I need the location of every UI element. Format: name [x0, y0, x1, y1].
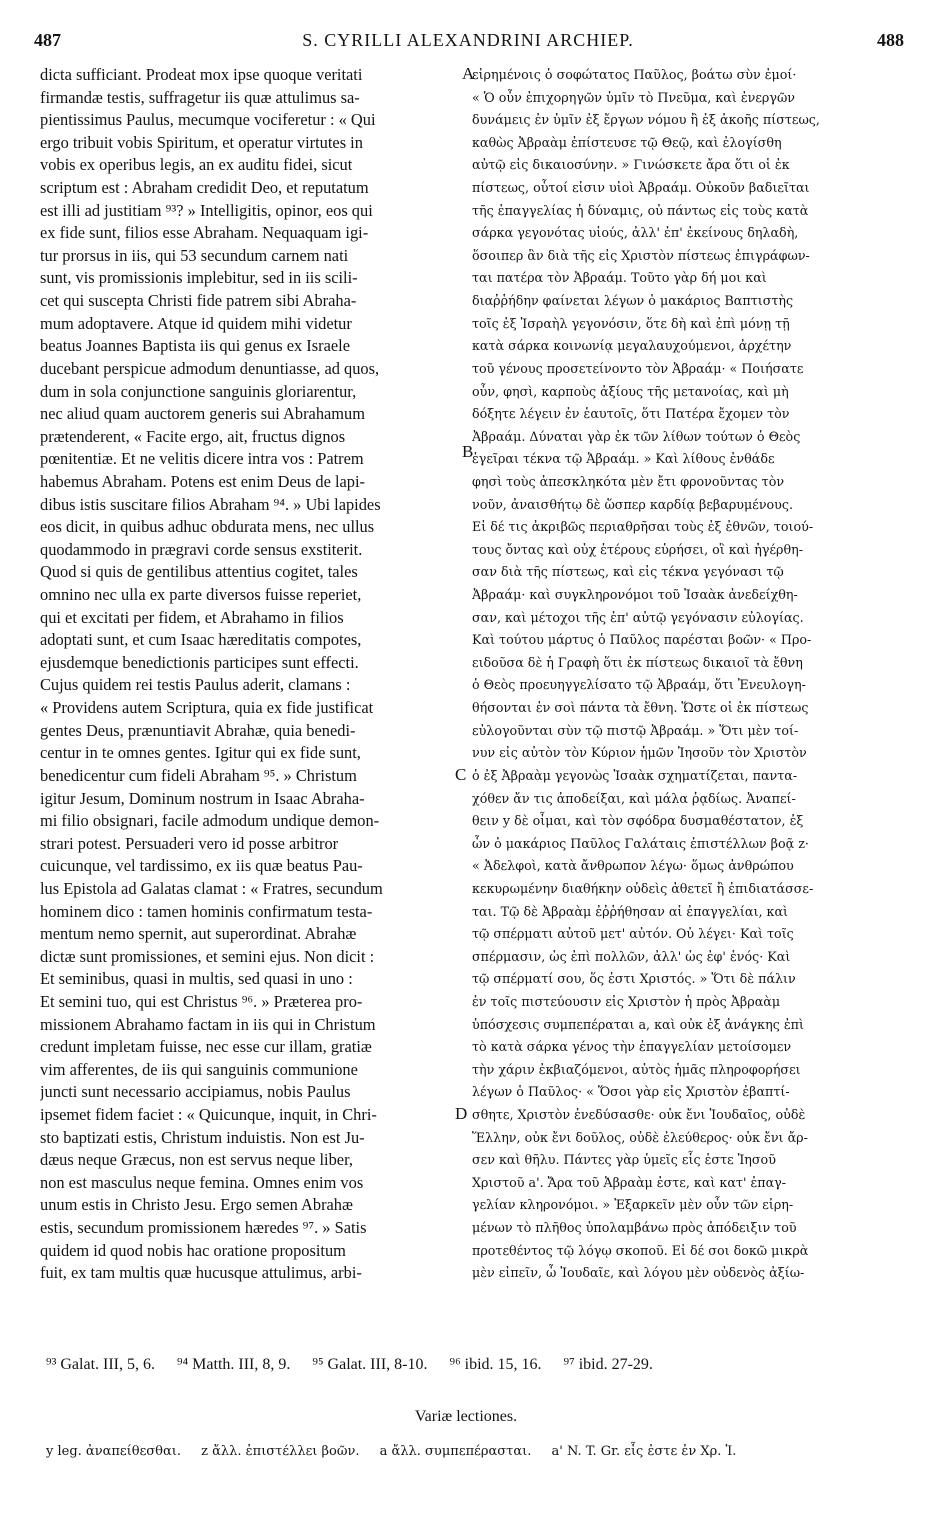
greek-text-line: θειν y δὲ οἶμαι, καὶ τὸν σφόδρα δυσμαθέστατον, ἐξ [472, 813, 804, 829]
greek-text-line: « Ἀδελφοὶ, κατὰ ἄνθρωπον λέγω· ὅμως ἀνθρώπου [472, 858, 794, 874]
margin-letter-b: B [462, 442, 474, 461]
latin-text-line: « Providens autem Scriptura, quia ex fide justificat [40, 698, 374, 718]
greek-column [472, 64, 892, 1285]
page-header [30, 30, 906, 56]
greek-text-line: γελίαν κληρονόμοι. » Ἐξαρκεῖν μὲν οὖν τῶν εἰρη- [472, 1197, 794, 1213]
greek-text-line: τὴν χάριν ἐκβιαζόμενοι, αὐτὸς ἡμᾶς πληροφορήσει [472, 1061, 801, 1077]
greek-text-line: δυνάμεις ἐν ὑμῖν ἐξ ἔργων νόμου ἢ ἐξ ἀκοῆς πίστεως, [472, 112, 820, 128]
latin-text-line: Et semini tuo, qui est Christus ⁹⁶. » Præterea pro- [40, 991, 363, 1011]
latin-column [40, 64, 460, 1285]
margin-letter-c: C [455, 765, 467, 784]
greek-text-line: ειδοῦσα δὲ ἡ Γραφὴ ὅτι ἐκ πίστεως δικαιοῖ τὰ ἔθνη [472, 654, 803, 670]
latin-text-line: dum in sola conjunctione sanguinis gloriarentur, [40, 381, 357, 401]
latin-text-line: Et seminibus, quasi in multis, sed quasi in uno : [40, 969, 353, 989]
greek-text-line: ὁ ἐξ Ἀβραὰμ γεγονὼς Ἰσαὰκ σχηματίζεται, παντα- [472, 767, 798, 783]
latin-text-line: strari potest. Persuaderi vero id posse arbitror [40, 833, 339, 853]
variant-reading: a' N. T. Gr. εἷς ἐστε ἐν Χρ. Ἰ. [551, 1444, 737, 1459]
greek-text-line: λέγων ὁ Παῦλος· « Ὅσοι γὰρ εἰς Χριστὸν ἐβαπτί- [472, 1084, 790, 1100]
variant-readings [46, 1444, 896, 1459]
greek-text-line: σάρκα γεγονότας υἱούς, ἀλλ' ἐπ' ἐκείνους δηλαδὴ, [472, 225, 799, 241]
latin-text-line: fuit, ex tam multis quæ hucusque attulimus, arbi- [40, 1263, 362, 1283]
page-number-left: 487 [34, 30, 61, 50]
variant-reading: a ἄλλ. συμπεπέρασται. [379, 1444, 532, 1459]
latin-text-line: mentum nemo spernit, aut superordinat. Abrahæ [40, 924, 357, 944]
latin-text-line: sunt, vis promissionis implebitur, sed in iis scili- [40, 268, 358, 288]
footnote: ⁹⁶ ibid. 15, 16. [449, 1356, 542, 1373]
greek-text-line: σεν καὶ θῆλυ. Πάντες γὰρ ὑμεῖς εἷς ἐστε Ἰησοῦ [472, 1152, 776, 1168]
greek-text-line: τοῖς ἐξ Ἰσραὴλ γεγονόσιν, ὅτε δὴ καὶ ἐπὶ μόνῃ τῇ [472, 315, 790, 331]
latin-text-line: omnino nec ulla ex parte diversos fuisse reperiet, [40, 585, 362, 605]
greek-text-line: διαῤῥήδην φαίνεται λέγων ὁ μακάριος Βαπτιστὴς [472, 293, 794, 309]
latin-text-line: beatus Joannes Baptista iis qui genus ex Israele [40, 336, 350, 356]
latin-text-line: ipsemet fidem faciet : « Quicunque, inquit, in Chri- [40, 1105, 377, 1125]
greek-text-line: Εἰ δέ τις ἀκριβῶς περιαθρῆσαι τοὺς ἐξ ἐθνῶν, τοιού- [472, 519, 814, 535]
latin-text-line: Cujus quidem rei testis Paulus aderit, clamans : [40, 675, 351, 695]
greek-text-line: πίστεως, οὗτοί εἰσιν υἱοὶ Ἀβραάμ. Οὐκοῦν βαδιεῖται [472, 180, 810, 196]
latin-text-line: credunt impletam fuisse, nec esse cur illam, gratiæ [40, 1037, 372, 1057]
greek-text-line: νοῦν, ἀναισθήτῳ δὲ ὥσπερ καρδίᾳ βεβαρυμένους. [472, 496, 794, 512]
latin-text-line: dictæ sunt promissiones, et semini ejus. Non dicit : [40, 946, 375, 966]
latin-text-line: missionem Abrahamo factam in iis qui in Christum [40, 1014, 376, 1034]
greek-text-line: κατὰ σάρκα κοινωνίᾳ μεγαλαυχούμενοι, ἀρχέτην [472, 338, 792, 354]
margin-letter-a: A [462, 64, 475, 83]
latin-text-line: pientissimus Paulus, mecumque vociferetur : « Qui [40, 110, 376, 130]
latin-text-line: dibus istis suscitare filios Abraham ⁹⁴. » Ubi lapides [40, 494, 381, 514]
greek-text-line: τὸ κατὰ σάρκα γένος τὴν ἐπαγγελίαν μετοίσομεν [472, 1039, 792, 1055]
greek-text-line: δόξητε λέγειν ἐν ἑαυτοῖς, ὅτι Πατέρα ἔχομεν τὸν [472, 406, 790, 422]
latin-text-line: quodammodo in prægravi corde sensus exstiterit. [40, 539, 363, 559]
latin-text-line: ducebant perspicue admodum denuntiasse, ad quos, [40, 358, 380, 378]
latin-text-line: unum estis in Christo Jesu. Ergo semen Abrahæ [40, 1195, 353, 1215]
latin-text-line: mum adoptavere. Atque id quidem mihi videtur [40, 313, 352, 333]
footnotes [46, 1356, 896, 1374]
footnote: ⁹⁵ Galat. III, 8-10. [312, 1356, 428, 1373]
greek-text-line: ἐγεῖραι τέκνα τῷ Ἀβραάμ. » Καὶ λίθους ἐνθάδε [472, 451, 775, 467]
greek-text-line: θήσονται ἐν σοὶ πάντα τὰ ἔθνη. Ὥστε οἱ ἐκ πίστεως [472, 700, 809, 716]
latin-text-line: sto baptizati estis, Christum induistis. Non est Ju- [40, 1127, 365, 1147]
running-title: S. CYRILLI ALEXANDRINI ARCHIEP. [302, 30, 634, 50]
greek-text-line: μένων τὸ πλῆθος ὑπολαμβάνω πρὸς ἀπόδειξιν τοῦ [472, 1220, 797, 1236]
greek-text-line: σαν διὰ τῆς πίστεως, καὶ εἰς τέκνα γεγόνασι τῷ [472, 564, 784, 580]
latin-text-line: prætenderent, « Facite ergo, ait, fructus dignos [40, 426, 346, 446]
greek-text-line: εἰρημένοις ὁ σοφώτατος Παῦλος, βοάτω σὺν ἐμοί· [472, 67, 797, 82]
greek-text-line: καθὼς Ἀβραὰμ ἐπίστευσε τῷ Θεῷ, καὶ ἐλογίσθη [472, 134, 782, 150]
latin-text-line: tur prorsus in iis, qui 53 secundum carnem nati [40, 245, 349, 265]
greek-text-line: νυν εἰς αὐτὸν τὸν Κύριον ἡμῶν Ἰησοῦν τὸν Χριστὸν [472, 745, 807, 761]
greek-text-line: ται. Τῷ δὲ Ἀβραὰμ ἐῤῥήθησαν αἱ ἐπαγγελίαι, καὶ [472, 903, 788, 919]
greek-text-line: ὅσοιπερ ἂν διὰ τῆς εἰς Χριστὸν πίστεως ἐπιγράφων- [472, 247, 810, 263]
greek-text-line: Ἀβραάμ· καὶ συγκληρονόμοι τοῦ Ἰσαὰκ ἀνεδείχθη- [472, 587, 798, 603]
latin-text-line: qui et excitati per fidem, et Abrahamo in filios [40, 607, 344, 627]
greek-text-line: τους ὄντας καὶ οὐχ ἑτέρους εὑρήσει, οἳ καὶ ἠγέρθη- [472, 541, 804, 557]
greek-text-line: ὑπόσχεσις συμπεπέραται a, καὶ οὐκ ἐξ ἀνάγκης ἐπὶ [472, 1016, 804, 1032]
latin-text-line: firmandæ testis, suffragetur iis quæ attulimus sa- [40, 87, 360, 107]
greek-text-line: σθητε, Χριστὸν ἐνεδύσασθε· οὐκ ἔνι Ἰουδαῖος, οὐδὲ [472, 1107, 806, 1123]
greek-text-line: φησὶ τοὺς ἀπεσκληκότα μὲν ἔτι φρονοῦντας τὸν [472, 473, 785, 489]
latin-text-line: eos dicit, in quibus adhuc obdurata mens, nec ullus [40, 517, 375, 537]
latin-text-line: dæus neque Græcus, non est servus neque liber, [40, 1150, 353, 1170]
greek-text-line: αὐτῷ εἰς δικαιοσύνην. » Γινώσκετε ἄρα ὅτι οἱ ἐκ [472, 157, 790, 173]
latin-text-line: pœnitentiæ. Et ne velitis dicere intra vos : Patrem [40, 449, 364, 469]
greek-text-line: τοῦ γένους προσετείνοντο τὸν Ἀβραάμ· « Ποιήσατε [472, 360, 804, 376]
latin-text-line: centur in te omnes gentes. Igitur qui ex fide sunt, [40, 743, 361, 763]
latin-text-line: scriptum est : Abraham credidit Deo, et reputatum [40, 178, 369, 198]
latin-text-line: Quod si quis de gentilibus attentius cogitet, tales [40, 562, 358, 582]
latin-text-line: ex fide sunt, filios esse Abraham. Nequaquam igi- [40, 223, 369, 243]
greek-text-line: χόθεν ἄν τις ἀποδείξαι, καὶ μάλα ῥᾳδίως. Ἀναπεί- [472, 790, 796, 806]
greek-text-line: τῷ σπέρματι αὐτοῦ μετ' αὐτόν. Οὐ λέγει· Καὶ τοῖς [472, 926, 794, 942]
latin-text-line: cet qui suscepta Christi fide patrem sibi Abraha- [40, 291, 357, 311]
greek-text-line: μὲν εἰπεῖν, ὦ Ἰουδαῖε, καὶ λόγου μὲν οὐδενὸς ἀξίω- [472, 1265, 805, 1281]
footnote: ⁹⁷ ibid. 27-29. [563, 1356, 653, 1373]
greek-text-line: Καὶ τούτου μάρτυς ὁ Παῦλος παρέσται βοῶν· « Προ- [472, 632, 812, 648]
latin-text-line: habemus Abraham. Potens est enim Deus de lapi- [40, 471, 366, 491]
latin-text-line: juncti sunt necessario accipiamus, nobis Paulus [40, 1082, 351, 1102]
latin-text-line: estis, secundum promissionem hæredes ⁹⁷. » Satis [40, 1218, 367, 1238]
greek-text-line: ἐν τοῖς πιστεύουσιν εἰς Χριστὸν ἡ πρὸς Ἀβραὰμ [472, 993, 781, 1009]
footnote: ⁹⁴ Matth. III, 8, 9. [177, 1356, 291, 1373]
greek-text-line: τῆς ἐπαγγελίας ἡ δύναμις, οὐ πάντως εἰς τοὺς κατὰ [472, 202, 809, 218]
latin-text-line: cuicunque, vel tardissimo, ex iis quæ beatus Pau- [40, 856, 363, 876]
latin-text-line: ejusdemque benedictionis participes sunt effecti. [40, 652, 359, 672]
variant-reading: z ἄλλ. ἐπιστέλλει βοῶν. [201, 1444, 360, 1459]
variae-lectiones-heading: Variæ lectiones. [414, 1408, 518, 1425]
greek-text-line: κεκυρωμένην διαθήκην οὐδεὶς ἀθετεῖ ἢ ἐπιδιατάσσε- [472, 880, 814, 896]
greek-text-line: ὁ Θεὸς προευηγγελίσατο τῷ Ἀβραάμ, ὅτι Ἐνευλογη- [472, 677, 806, 693]
greek-text-line: εὐλογοῦνται σὺν τῷ πιστῷ Ἀβραάμ. » Ὅτι μὲν τοί- [472, 722, 799, 738]
latin-text-line: igitur Jesum, Dominum nostrum in Isaac Abraha- [40, 788, 365, 808]
latin-text-line: benedicentur cum fideli Abraham ⁹⁵. » Christum [40, 765, 357, 785]
greek-text-line: « Ὁ οὖν ἐπιχορηγῶν ὑμῖν τὸ Πνεῦμα, καὶ ἐνεργῶν [472, 89, 796, 105]
greek-text-line: ὧν ὁ μακάριος Παῦλος Γαλάταις ἐπιστέλλων βοᾷ z· [472, 835, 809, 851]
page-number-right: 488 [877, 30, 904, 50]
greek-text-line: Χριστοῦ a'. Ἄρα τοῦ Ἀβραὰμ ἐστε, καὶ κατ' ἐπαγ- [472, 1174, 787, 1190]
latin-text-line: vobis ex operibus legis, an ex auditu fidei, sicut [40, 155, 353, 175]
footnote: ⁹³ Galat. III, 5, 6. [46, 1356, 156, 1373]
latin-text-line: vim afferentes, de iis qui sanguinis communione [40, 1059, 358, 1079]
greek-text-line: σπέρμασιν, ὡς ἐπὶ πολλῶν, ἀλλ' ὡς ἐφ' ἑνός· Καὶ [472, 948, 791, 964]
latin-text-line: ergo tribuit vobis Spiritum, et operatur virtutes in [40, 132, 363, 152]
latin-text-line: est illi ad justitiam ⁹³? » Intelligitis, opinor, eos qui [40, 200, 373, 220]
latin-text-line: adoptati sunt, et cum Isaac hæreditatis compotes, [40, 630, 362, 650]
margin-letter-d: D [455, 1104, 468, 1123]
greek-text-line: Ἀβραάμ. Δύναται γὰρ ἐκ τῶν λίθων τούτων ὁ Θεὸς [472, 428, 801, 444]
latin-text-line: gentes Deus, prænuntiavit Abrahæ, quia benedi- [40, 720, 356, 740]
greek-text-line: οὖν, φησὶ, καρποὺς ἀξίους τῆς μετανοίας, καὶ μὴ [472, 383, 789, 399]
latin-text-line: lus Epistola ad Galatas clamat : « Fratres, secundum [40, 878, 383, 898]
greek-text-line: σαν, καὶ μέτοχοι τῆς ἐπ' αὐτῷ γεγόνασιν εὐλογίας. [472, 609, 804, 625]
variant-reading: y leg. ἀναπείθεσθαι. [46, 1444, 182, 1459]
latin-text-line: dicta sufficiant. Prodeat mox ipse quoque veritati [40, 65, 363, 84]
greek-text-line: προτεθέντος τῷ λόγῳ σκοποῦ. Εἰ δέ σοι δοκῶ μικρὰ [472, 1242, 809, 1258]
greek-text-line: τῷ σπέρματί σου, ὅς ἐστι Χριστός. » Ὅτι δὲ πάλιν [472, 971, 796, 987]
latin-text-line: mi filio obsignari, facile admodum undique demon- [40, 811, 380, 831]
greek-text-line: ται πατέρα τὸν Ἀβραάμ. Τοῦτο γὰρ δή μοι καὶ [472, 270, 767, 286]
latin-text-line: hominem dico : tamen hominis confirmatum testa- [40, 901, 373, 921]
latin-text-line: nec aliud quam auctorem generis sui Abrahamum [40, 404, 365, 424]
latin-text-line: quidem id quod nobis hac oratione propositum [40, 1240, 346, 1260]
greek-text-line: Ἕλλην, οὐκ ἔνι δοῦλος, οὐδὲ ἐλεύθερος· οὐκ ἔνι ἄρ- [472, 1129, 808, 1145]
latin-text-line: non est masculus neque femina. Omnes enim vos [40, 1172, 364, 1192]
